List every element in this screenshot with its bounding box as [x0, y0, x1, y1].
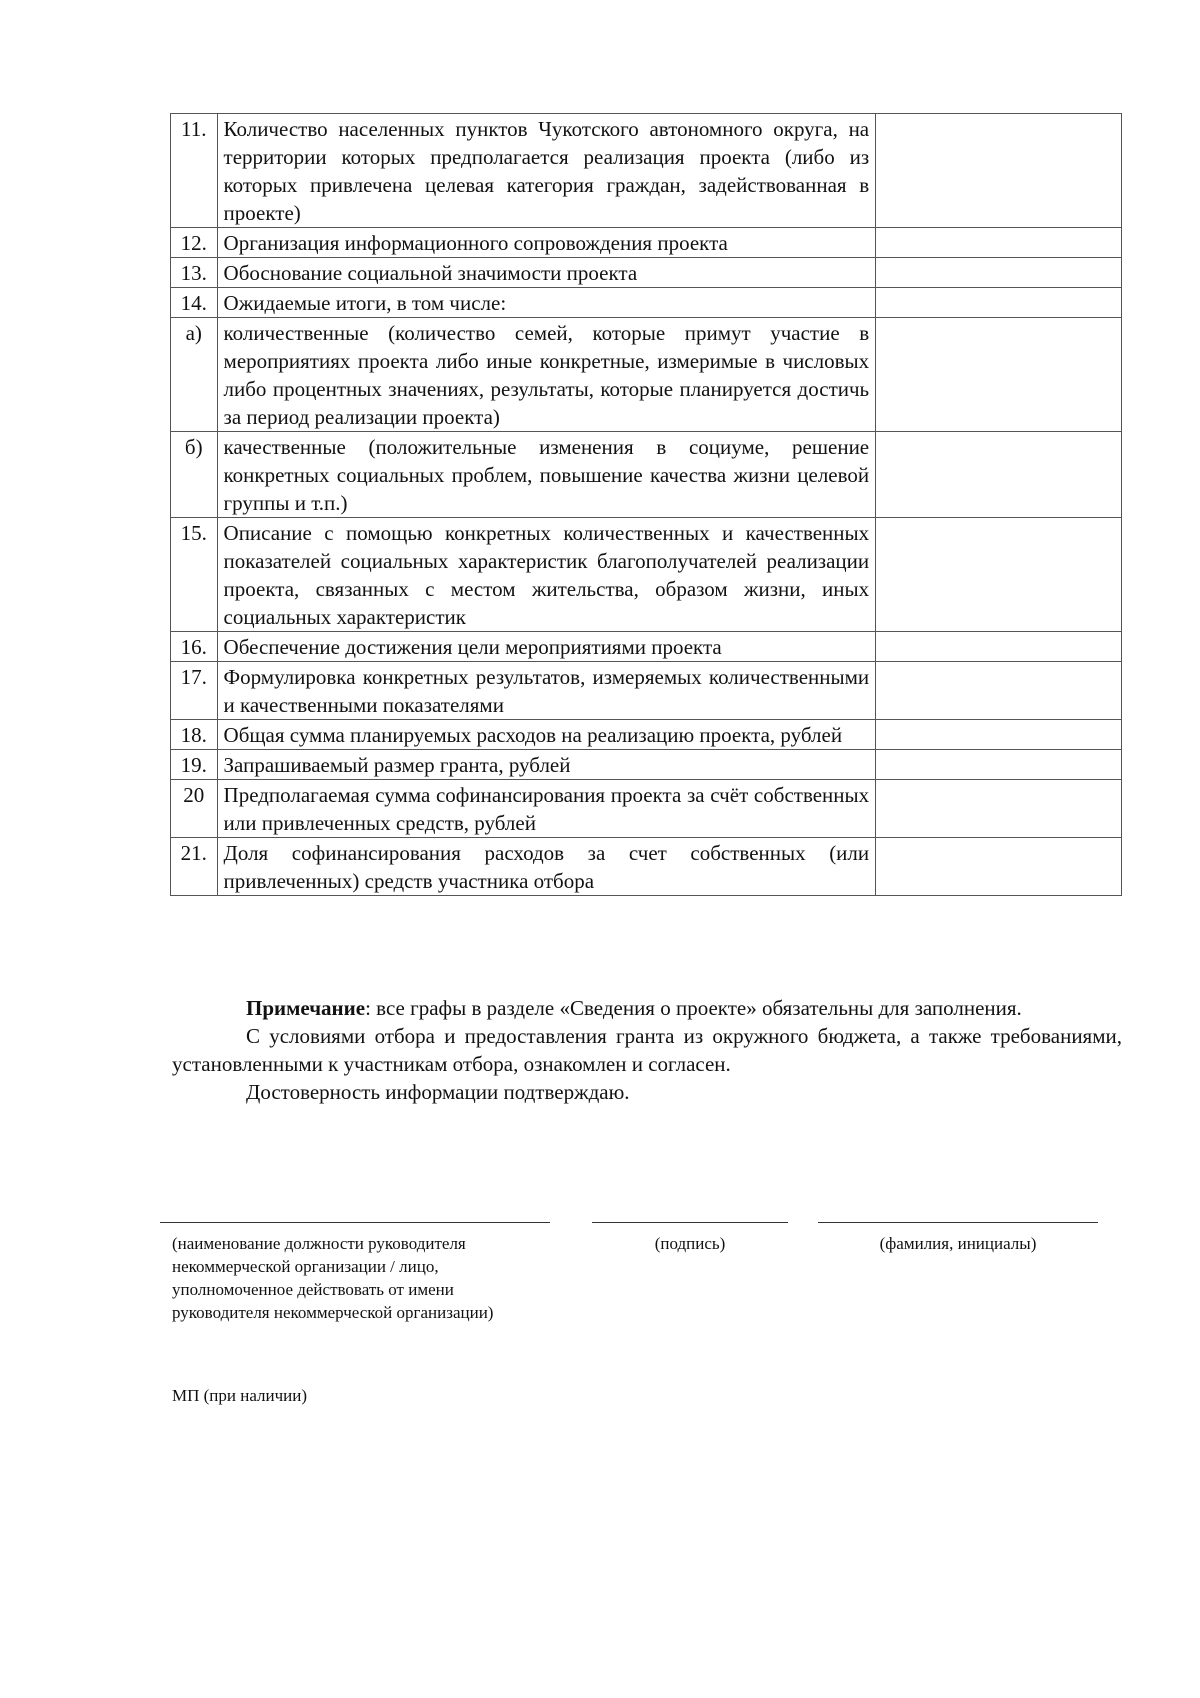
row-value-cell[interactable] — [876, 258, 1122, 288]
table-row — [171, 228, 1122, 258]
row-description: Общая сумма планируемых расходов на реализацию проекта, рублей — [217, 720, 876, 750]
note-label: Примечание — [246, 996, 366, 1020]
row-number: 14. — [171, 288, 218, 318]
table-row — [171, 720, 1122, 750]
project-info-table — [170, 113, 1122, 896]
row-number: 13. — [171, 258, 218, 288]
row-number: 15. — [171, 518, 218, 632]
row-description: Предполагаемая сумма софинансирования проекта за счёт собственных или привлеченных средств, рублей — [217, 780, 876, 838]
row-value-cell[interactable] — [876, 228, 1122, 258]
row-value-cell[interactable] — [876, 288, 1122, 318]
row-description: количественные (количество семей, которые примут участие в мероприятиях проекта либо иные конкретные, измеримые в числовых либо процентных значениях, результаты, которые планируется достичь за период реализации проекта) — [217, 318, 876, 432]
row-value-cell[interactable] — [876, 750, 1122, 780]
table-row — [171, 432, 1122, 518]
row-number: 21. — [171, 838, 218, 896]
table-row — [171, 780, 1122, 838]
row-value-cell[interactable] — [876, 632, 1122, 662]
row-value-cell[interactable] — [876, 662, 1122, 720]
row-description: Обоснование социальной значимости проекта — [217, 258, 876, 288]
position-signature-line — [160, 1222, 550, 1223]
row-number: 19. — [171, 750, 218, 780]
row-description: Ожидаемые итоги, в том числе: — [217, 288, 876, 318]
table-row — [171, 258, 1122, 288]
note-text: : все графы в разделе «Сведения о проекте» обязательны для заполнения. — [365, 996, 1022, 1020]
row-number: б) — [171, 432, 218, 518]
row-description: Обеспечение достижения цели мероприятиями проекта — [217, 632, 876, 662]
row-number: а) — [171, 318, 218, 432]
row-value-cell[interactable] — [876, 780, 1122, 838]
position-caption: (наименование должности руководителя некоммерческой организации / лицо, уполномоченное действовать от имени руководителя некоммерческой организации) — [172, 1234, 494, 1322]
row-number: 12. — [171, 228, 218, 258]
row-value-cell[interactable] — [876, 114, 1122, 228]
row-number: 17. — [171, 662, 218, 720]
table-row — [171, 518, 1122, 632]
row-description: Формулировка конкретных результатов, измеряемых количественными и качественными показателями — [217, 662, 876, 720]
name-caption: (фамилия, инициалы) — [879, 1234, 1037, 1253]
conditions-paragraph: С условиями отбора и предоставления гранта из окружного бюджета, а также требованиями, установленными к участникам отбора, ознакомлен и согласен. — [172, 1024, 1122, 1076]
row-value-cell[interactable] — [876, 720, 1122, 750]
confirmation-paragraph: Достоверность информации подтверждаю. — [246, 1080, 630, 1104]
row-number: 11. — [171, 114, 218, 228]
row-description: Запрашиваемый размер гранта, рублей — [217, 750, 876, 780]
row-description: Количество населенных пунктов Чукотского автономного округа, на территории которых предполагается реализация проекта (либо из которых привлечена целевая категория граждан, задействованная в проекте) — [217, 114, 876, 228]
row-number: 18. — [171, 720, 218, 750]
row-value-cell[interactable] — [876, 318, 1122, 432]
row-description: качественные (положительные изменения в социуме, решение конкретных социальных проблем, повышение качества жизни целевой группы и т.п.) — [217, 432, 876, 518]
row-number: 20 — [171, 780, 218, 838]
row-number: 16. — [171, 632, 218, 662]
table-row — [171, 318, 1122, 432]
table-row — [171, 662, 1122, 720]
name-signature-line — [818, 1222, 1098, 1223]
table-row — [171, 632, 1122, 662]
table-row — [171, 114, 1122, 228]
table-row — [171, 838, 1122, 896]
table-row — [171, 288, 1122, 318]
row-description: Организация информационного сопровождения проекта — [217, 228, 876, 258]
row-description: Доля софинансирования расходов за счет собственных (или привлеченных) средств участника отбора — [217, 838, 876, 896]
row-value-cell[interactable] — [876, 432, 1122, 518]
note-block — [172, 994, 1122, 1106]
row-description: Описание с помощью конкретных количественных и качественных показателей социальных характеристик благополучателей реализации проекта, связанных с местом жительства, образом жизни, иных социальных характеристик — [217, 518, 876, 632]
stamp-note: МП (при наличии) — [172, 1386, 308, 1405]
row-value-cell[interactable] — [876, 518, 1122, 632]
signature-line — [592, 1222, 788, 1223]
signature-caption: (подпись) — [654, 1234, 726, 1253]
note-paragraph — [172, 994, 1122, 1022]
table-row — [171, 750, 1122, 780]
row-value-cell[interactable] — [876, 838, 1122, 896]
